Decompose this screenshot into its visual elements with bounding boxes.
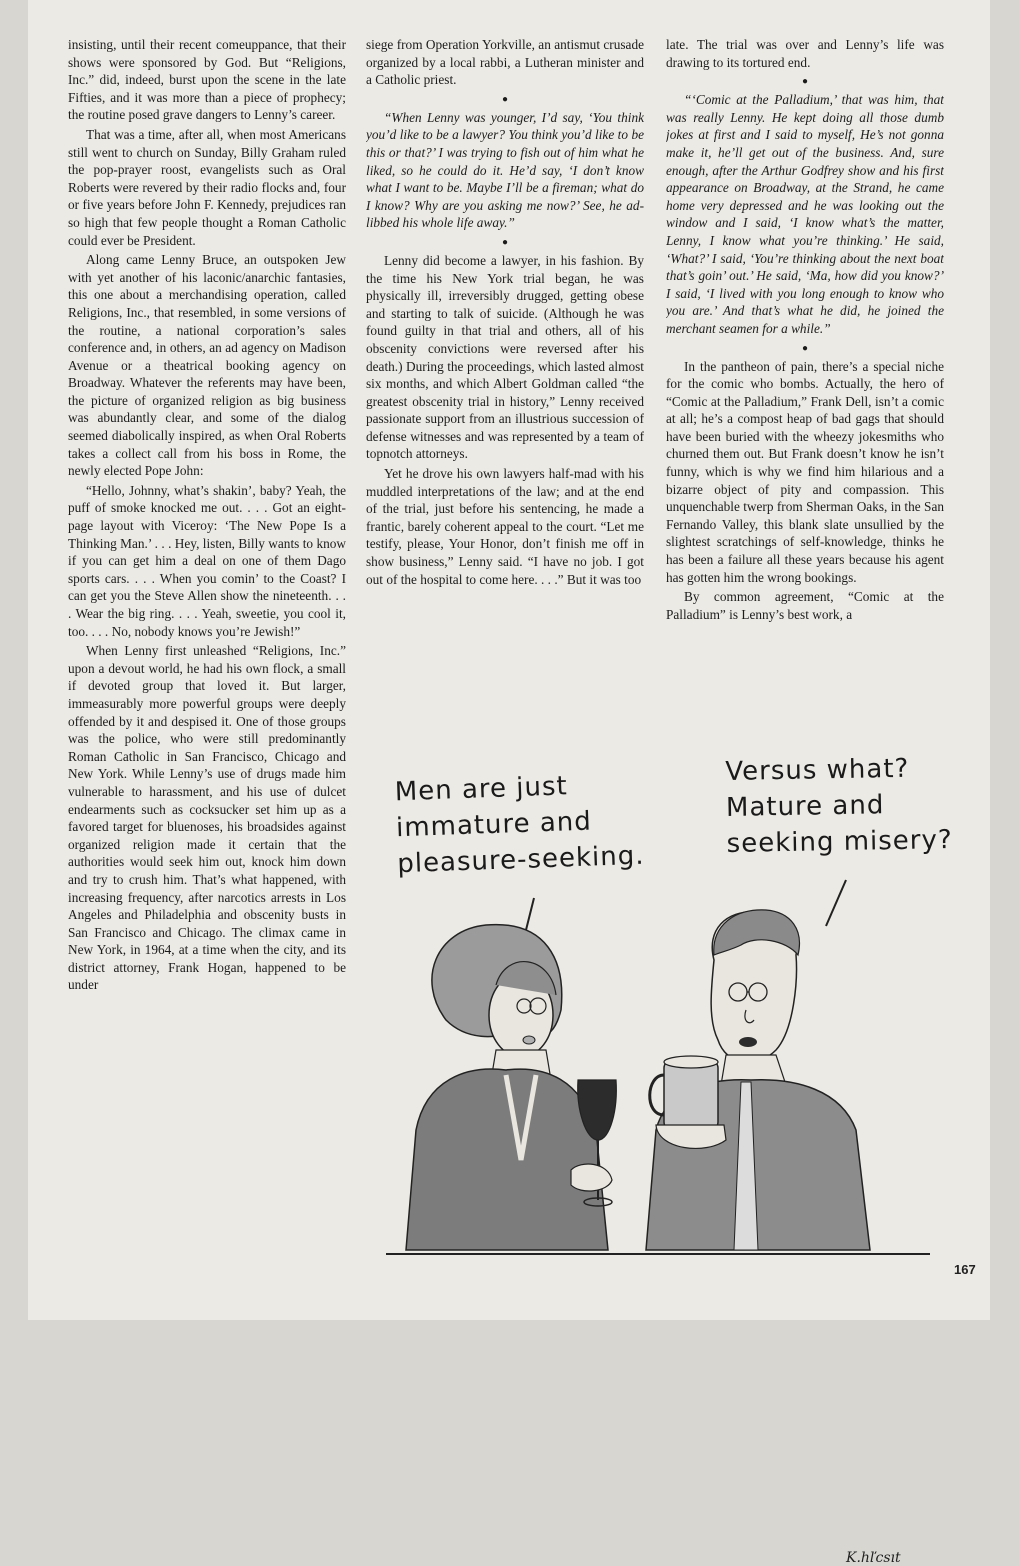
paragraph: late. The trial was over and Lenny’s life was drawing to its tortured end. (666, 37, 944, 70)
section-bullet: ● (501, 93, 509, 105)
quote-paragraph: “‘Comic at the Palladium,’ that was him, that was really Lenny. He kept doing all those dumb jokes at first and I said to myself, He’s not gonna make it, he’ll get out of the business. And, sure enough, after the Arthur Godfrey show and his first appearance on Broadway, at the Strand, he came home very depressed and he was looking out the window and I said, ‘I know what’s the matter, Lenny, I know what you’re thinking.’ He said, ‘What?’ I said, ‘You’re thinking about the next boat that’s goin’ out.’ He said, ‘Ma, how did you know?’ I said, ‘I lived with you long enough to know who you are.’ And that’s what he did, he joined the merchant seamen for a while.” (666, 92, 944, 336)
paragraph: insisting, until their recent comeuppance, that their shows were sponsored by God. But “Religions, Inc.” did, indeed, burst upon the scene in the late Fifties, and it was more than a piece of prophecy; the routine posed grave dangers to Lenny’s career. (68, 37, 346, 123)
speech-pointer-left (526, 898, 534, 930)
paragraph: siege from Operation Yorkville, an antismut crusade organized by a local rabbi, a Lutheran minister and a Catholic priest. (366, 37, 644, 88)
paragraph: Lenny did become a lawyer, in his fashion. By the time his New York trial began, he was physically ill, irreversibly drugged, getting obese and starting to talk of suicide. (Although he was found guilty in that trial and others, all of his obscenity convictions were reversed after his death.) During the proceedings, which lasted almost six months, and which Albert Goldman called “the greatest obscenity trial in history,” Lenny received passionate support from an illustrious succession of defense witnesses and was represented by a team of topnotch attorneys. (366, 252, 644, 462)
text-column-2 (366, 36, 644, 708)
magazine-page (28, 0, 990, 1566)
cartoon-illustration (346, 730, 970, 1566)
paragraph: In the pantheon of pain, there’s a special niche for the comic who bombs. Actually, the hero of “Comic at the Palladium,” Frank Dell, isn’t a comic at all; he’s a compost heap of bad gags that should have been buried with the wheezy jokesmiths who churned them out. But Frank doesn’t know he isn’t funny, which is why we find him hilarious and a bizarre object of pity and compassion. This unquenchable twerp from Sherman Oaks, in the San Fernando Valley, this blank slate unsullied by the slightest scratchings of self-knowledge, thinks he has been a failure all these years because his agent has gotten him the wrong bookings. (666, 358, 944, 585)
caption-line: immature and (395, 806, 593, 844)
section-bullet: ● (501, 236, 509, 248)
text-column-1 (68, 36, 346, 1276)
cartoon-drawing (346, 730, 970, 1290)
speech-pointer-right (826, 880, 846, 926)
paragraph: “Hello, Johnny, what’s shakin’, baby? Yeah, the puff of smoke knocked me out. . . . Got an eight-page layout with Viceroy: ‘The New Pope Is a Thinking Man.’ . . . Hey, listen, Billy wants to know if you can get him a deal on one of them Dago sports cars. . . . When you comin’ to the Coast? I can get you the Steve Allen show the nineteenth. . . . Wear the big ring. . . . Yeah, sweetie, you cool it, too. . . . No, nobody knows you’re Jewish!” (68, 482, 346, 639)
caption-line: Men are just (394, 771, 569, 808)
caption-line: Versus what? (725, 753, 910, 787)
paragraph: Yet he drove his own lawyers half-mad with his muddled interpretations of the law; and at the end of the trial, just before his sentencing, he made a frantic, barely coherent appeal to the court. “Let me testify, please, Your Honor, don’t finish me off in show business,” Lenny said. “I have no job. I got out of the hospital to come here. . . .” But it was too (366, 466, 644, 587)
quote-paragraph: “When Lenny was younger, I’d say, ‘You think you’d like to be a lawyer? You think you’d like to be this or that?’ I was trying to fish out of him what he liked, so he could do it. He’d say, ‘I don’t know what I want to be. Maybe I’ll be a fireman; what do I know? Why are you asking me now?’ See, he ad-libbed his whole life away.” (366, 109, 644, 231)
text-column-3 (666, 36, 944, 708)
caption-line: pleasure-seeking. (396, 840, 645, 880)
paragraph: By common agreement, “Comic at the Palladium” is Lenny’s best work, a (666, 589, 944, 622)
paragraph: Along came Lenny Bruce, an outspoken Jew with yet another of his laconic/anarchic fantasies, this one about a merchandising operation, called Religions, Inc., that resembled, in some versions of the routine, a national corporation’s sales conference and, in others, an ad agency on Madison Avenue or a theatrical booking agency on Broadway. Whatever the referents may have been, the picture of organized religion as big business was abundantly clear, and some of the dialog seemed diabolically inspired, as when Oral Roberts takes a collect call from his boss in Rome, the newly elected Pope John: (68, 252, 346, 479)
page-number: 167 (954, 1262, 976, 1277)
man-figure (646, 910, 870, 1250)
section-bullet: ● (801, 342, 809, 354)
paragraph: That was a time, after all, when most Americans still went to church on Sunday, Billy Graham ruled the pop-prayer roost, evangelists such as Oral Roberts were revered by their radio flocks and, four or five years before John F. Kennedy, prejudices ran so high that few people thought a Roman Catholic could ever be President. (68, 126, 346, 248)
paragraph: When Lenny first unleashed “Religions, Inc.” upon a devout world, he had his own flock, a small if devoted group that loved it. But larger, immeasurably more powerful groups were deeply offended by it and despised it. One of those groups was the police, who were still predominantly Roman Catholic in San Francisco, Chicago and New York. While Lenny’s use of drugs made him vulnerable to harassment, and his use of dulcet endearments such as cocksucker set him up as a favored target for bluenoses, his broadsides against organized religion made it certain that the authorities would seek him out, knock him down and try to crush him. That’s what happened, with increasing frequency, after narcotics arrests in Los Angeles and Philadelphia and obscenity busts in San Francisco and Chicago. The climax came in New York, in 1964, at a time when the city, and its district attorney, Frank Hogan, happened to be under (68, 643, 346, 993)
cartoonist-signature: K.hľcsıt (846, 1550, 901, 1566)
woman-figure (406, 925, 616, 1250)
caption-line: seeking misery? (726, 825, 953, 859)
section-bullet: ● (801, 76, 809, 88)
caption-line: Mature and (725, 790, 885, 823)
